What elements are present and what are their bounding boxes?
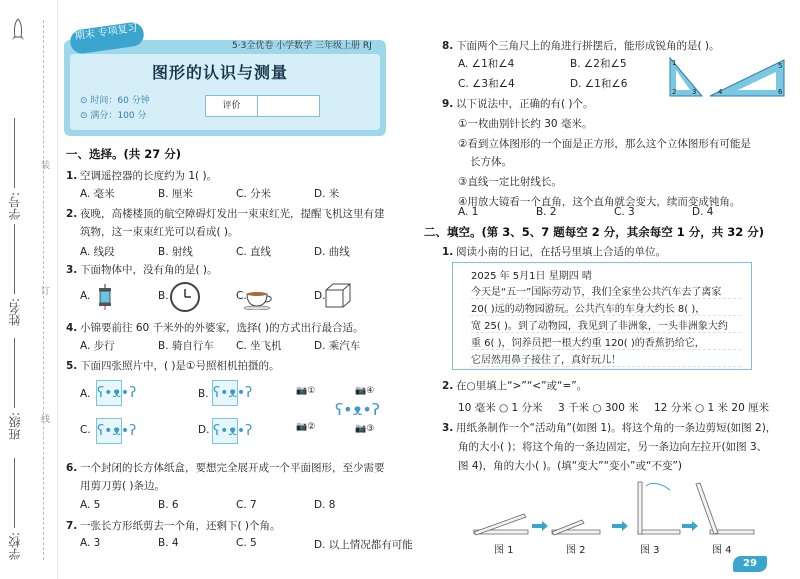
angle-figures: [470, 478, 770, 540]
full-score: ⊙ 满分：100 分: [80, 111, 147, 121]
clock-icon: [170, 282, 200, 312]
cut-mark-3: 线: [39, 414, 49, 423]
bear-photo-d: ʕ•ᴥ•ʔ: [212, 418, 238, 444]
angle-label-6: 6: [778, 88, 783, 96]
school-field[interactable]: 学校:: [6, 458, 23, 560]
camera-1: 📷①: [296, 386, 316, 396]
diary-line-5: 它居然用鼻子接住了，真好玩儿！: [471, 351, 741, 367]
cut-mark-2: 订: [39, 286, 49, 295]
set-squares-diagram: [668, 56, 788, 98]
bear-photo-a: ʕ•ᴥ•ʔ: [96, 380, 122, 406]
header-banner: [64, 40, 386, 136]
figure-label-3: 图 3: [640, 545, 660, 556]
angle-label-4: 4: [718, 88, 723, 96]
question-9-item-4: ④用放大镜看一个直角，这个直角就会变大，续而变成钝角。: [458, 196, 741, 208]
question-5-options-ab[interactable]: A. B.: [80, 388, 209, 400]
diary-line-4: 重 6( )，饲养员把一根大约重 120( )的香蕉扔给它，: [471, 334, 741, 350]
bear-scene: ʕ•ᴥ•ʔ: [335, 400, 380, 419]
question-8-options-cd[interactable]: C. ∠3和∠4 D. ∠1和∠6: [458, 78, 628, 90]
cube-icon: [325, 283, 351, 309]
section-choice-title: 一、选择。(共 27 分): [66, 147, 182, 161]
fill-question-2: 2. 在○里填上“>”“<”或“=”。: [442, 380, 588, 392]
bear-photo-b: ʕ•ᴥ•ʔ: [212, 380, 238, 406]
evaluation-box[interactable]: 评价: [205, 95, 320, 117]
fill-question-3: 3. 用纸条制作一个“活动角”(如图 1)。将这个角的一条边剪短(如图 2)，: [442, 422, 777, 434]
question-9: 9. 以下说法中，正确的有( )个。: [442, 98, 594, 110]
question-8: 8. 下面两个三角尺上的角进行拼摆后，能形成锐角的是( )。: [442, 40, 720, 52]
cut-mark-1: 装: [39, 160, 49, 169]
question-6: 6. 一个封闭的长方体纸盒，要想完全展开成一个平面图形，至少需要: [66, 462, 385, 474]
angle-label-3: 3: [692, 88, 697, 96]
question-2-options[interactable]: A. 线段 B. 射线 C. 直线 D. 曲线: [80, 246, 350, 258]
class-field[interactable]: 班级:: [6, 338, 23, 440]
time-limit: ⊙ 时间：60 分钟: [80, 96, 150, 106]
question-9-options[interactable]: A. 1 B. 2 C. 3 D. 4: [458, 206, 714, 218]
question-1-options[interactable]: A. 毫米 B. 厘米 C. 分米 D. 米: [80, 188, 340, 200]
angle-label-5: 5: [778, 62, 783, 70]
figure-label-4: 图 4: [712, 545, 732, 556]
question-9-item-1: ①一枚曲别针长约 30 毫米。: [458, 118, 593, 130]
question-1: 1. 空调遥控器的长度约为 1( )。: [66, 170, 218, 182]
diary-box: [452, 262, 752, 370]
diary-line-3: 宽 25( )。到了动物园，我见到了非洲象，一头非洲象大约: [471, 317, 741, 333]
question-9-item-3: ③直线一定比射线长。: [458, 176, 562, 188]
question-2-cont: 筑物，这一束束红光可以看成( )。: [80, 226, 239, 238]
question-7: 7. 一张长方形纸剪去一个角，还剩下( )个角。: [66, 520, 281, 532]
question-7-options[interactable]: A. 3 B. 4 C. 5 D. 以上情况都有可能: [80, 537, 413, 551]
question-2: 2. 夜晚，高楼楼顶的航空障碍灯发出一束束红光，提醒飞机这里有建: [66, 208, 385, 220]
lantern-icon: [97, 284, 113, 310]
figure-label-1: 图 1: [494, 545, 514, 556]
angle-label-2: 2: [672, 88, 677, 96]
page-title: 图形的认识与测量: [152, 63, 289, 82]
camera-2: 📷②: [296, 422, 316, 432]
question-4-options[interactable]: A. 步行 B. 骑自行车 C. 坐飞机 D. 乘汽车: [80, 340, 361, 352]
fill-question-2-items[interactable]: 10 毫米 ○ 1 分米 3 千米 ○ 300 米 12 分米 ○ 1 米 20 厘米: [458, 402, 770, 414]
binding-margin: [0, 0, 58, 579]
student-name-field[interactable]: 姓名:: [6, 224, 23, 326]
question-6-options[interactable]: A. 5 B. 6 C. 7 D. 8: [80, 499, 336, 511]
book-info: 5·3全优卷 小学数学 三年级上册 RJ: [232, 41, 372, 51]
camera-4: 📷④: [355, 386, 375, 396]
fill-question-1: 1. 阅读小南的日记，在括号里填上合适的单位。: [442, 246, 666, 258]
rocket-icon: [10, 18, 26, 44]
fill-question-3-line-2: 角的大小( )；将这个角的一条边固定，另一条边向左拉开(如图 3、: [458, 441, 768, 453]
page-number: 29: [733, 556, 767, 572]
question-9-item-2-cont: 长方体。: [470, 156, 512, 168]
question-3: 3. 下面物体中，没有角的是( )。: [66, 264, 218, 276]
bear-photo-c: ʕ•ᴥ•ʔ: [96, 418, 122, 444]
question-4: 4. 小锦要前往 60 千米外的外婆家，选择( )的方式出行最合适。: [66, 322, 364, 334]
camera-3: 📷③: [355, 424, 375, 434]
review-tag: 期末 专项复习: [69, 21, 146, 55]
question-5: 5. 下面四张照片中，( )是①号照相机拍摄的。: [66, 360, 280, 372]
angle-label-1: 1: [672, 59, 677, 67]
student-number-field[interactable]: 学号:: [6, 118, 23, 220]
question-8-options-ab[interactable]: A. ∠1和∠4 B. ∠2和∠5: [458, 58, 627, 70]
figure-label-2: 图 2: [566, 545, 586, 556]
question-3-options[interactable]: A. B. C. D.: [80, 290, 326, 302]
diary-line-1: 今天是“五一”国际劳动节，我们全家坐公共汽车去了离家: [471, 283, 741, 299]
question-6-cont: 用剪刀剪( )条边。: [80, 480, 166, 492]
question-5-options-cd[interactable]: C. D.: [80, 424, 210, 436]
section-fill-title: 二、填空。(第 3、5、7 题每空 2 分，其余每空 1 分，共 32 分): [424, 225, 765, 239]
teacup-icon: [243, 290, 273, 310]
diary-date: 2025 年 5月1日 星期四 晴: [471, 271, 592, 282]
diary-line-2: 20( )远的动物园游玩。公共汽车的车身大约长 8( )，: [471, 300, 741, 316]
question-9-item-2: ②看到立体图形的一个面是正方形，那么这个立体图形有可能是: [458, 138, 751, 150]
fill-question-3-line-3: 图 4)，角的大小( )。(填“变大”“变小”或“不变”): [458, 460, 682, 472]
